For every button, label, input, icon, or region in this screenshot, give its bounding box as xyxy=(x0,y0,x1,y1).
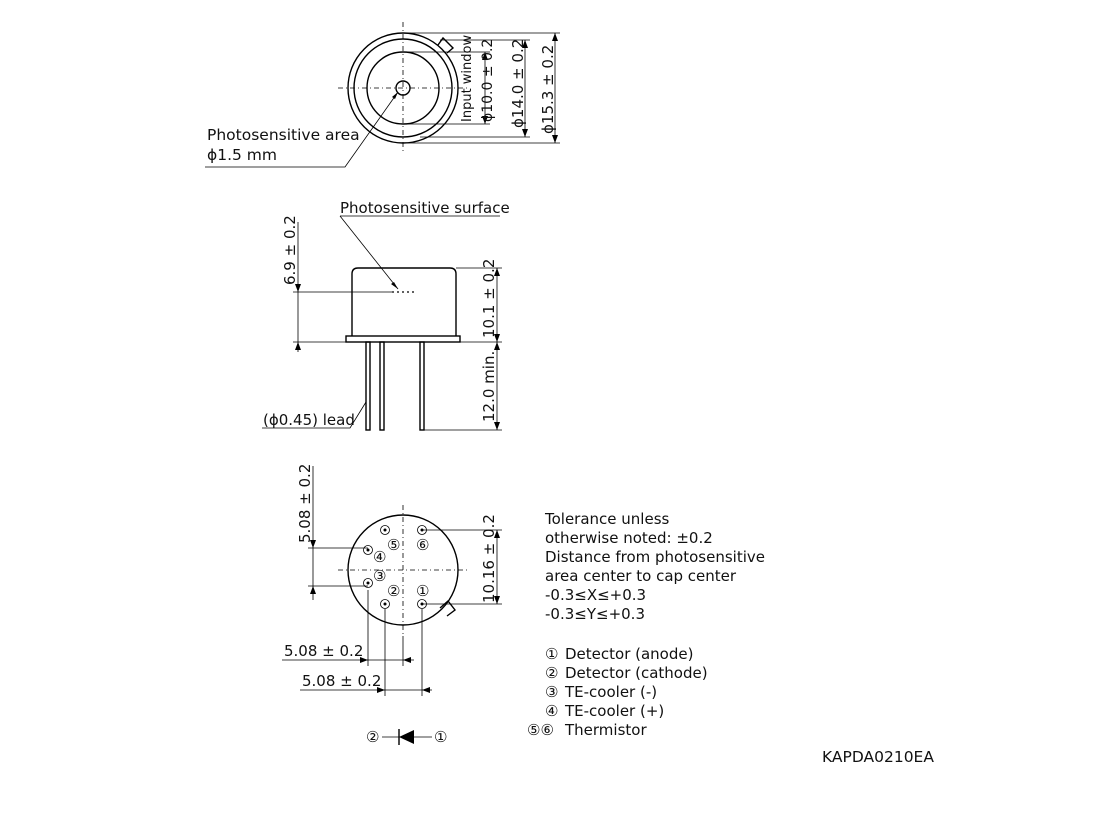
pin-number-2: ② xyxy=(387,582,401,600)
dimension-14: ϕ14.0 ± 0.2 xyxy=(509,38,527,128)
note-line-4: area center to cap center xyxy=(545,567,737,585)
pin-number-4: ④ xyxy=(373,548,387,566)
legend-num-1: ① xyxy=(545,645,559,663)
note-line-1: Tolerance unless xyxy=(545,510,670,528)
photosensitive-area-size: ϕ1.5 mm xyxy=(207,146,277,164)
legend-label-2: Detector (cathode) xyxy=(565,664,708,682)
pin-legend xyxy=(527,645,708,739)
pin-number-6: ⑥ xyxy=(416,536,430,554)
pin-number-1: ① xyxy=(416,582,430,600)
lead-label: (ϕ0.45) lead xyxy=(263,411,355,429)
legend-num-3: ③ xyxy=(545,683,559,701)
dimension-6-9: 6.9 ± 0.2 xyxy=(281,215,299,285)
input-window-label: Input window xyxy=(460,34,475,122)
side-view xyxy=(262,199,510,430)
pin-5 xyxy=(381,526,390,535)
legend-label-5: Thermistor xyxy=(565,721,647,739)
diode-right-pin: ① xyxy=(434,728,448,746)
photosensitive-surface-label: Photosensitive surface xyxy=(340,199,510,217)
note-line-6: -0.3≤Y≤+0.3 xyxy=(545,605,645,623)
dimension-5-08-vertical: 5.08 ± 0.2 xyxy=(296,463,314,543)
dimension-5-08-horizontal-1: 5.08 ± 0.2 xyxy=(284,642,364,660)
dimension-5-08-horizontal-2: 5.08 ± 0.2 xyxy=(302,672,382,690)
dimension-10-1: 10.1 ± 0.2 xyxy=(480,258,498,338)
dimension-15-3: ϕ15.3 ± 0.2 xyxy=(539,44,557,134)
drawing-code: KAPDA0210EA xyxy=(822,748,934,766)
bottom-view xyxy=(282,464,502,696)
note-line-5: -0.3≤X≤+0.3 xyxy=(545,586,647,604)
legend-label-4: TE-cooler (+) xyxy=(565,702,665,720)
pin-number-5: ⑤ xyxy=(387,536,401,554)
input-window-dimension: ϕ10.0 ± 0.2 xyxy=(480,38,496,122)
dimension-10-16: 10.16 ± 0.2 xyxy=(480,514,498,603)
legend-num-4: ④ xyxy=(545,702,559,720)
dimension-12-min: 12.0 min. xyxy=(480,350,498,422)
legend-label-1: Detector (anode) xyxy=(565,645,694,663)
legend-num-5: ⑤⑥ xyxy=(527,721,554,739)
note-line-3: Distance from photosensitive xyxy=(545,548,765,566)
diode-symbol xyxy=(366,728,447,746)
pin-2 xyxy=(381,600,390,609)
pin-4 xyxy=(364,546,373,555)
note-line-2: otherwise noted: ±0.2 xyxy=(545,529,713,547)
diode-left-pin: ② xyxy=(366,728,380,746)
legend-label-3: TE-cooler (-) xyxy=(565,683,658,701)
pin-number-3: ③ xyxy=(373,567,387,585)
top-view xyxy=(205,22,560,167)
legend-num-2: ② xyxy=(545,664,559,682)
tolerance-notes xyxy=(544,510,765,623)
photosensitive-area-label: Photosensitive area xyxy=(207,126,360,144)
